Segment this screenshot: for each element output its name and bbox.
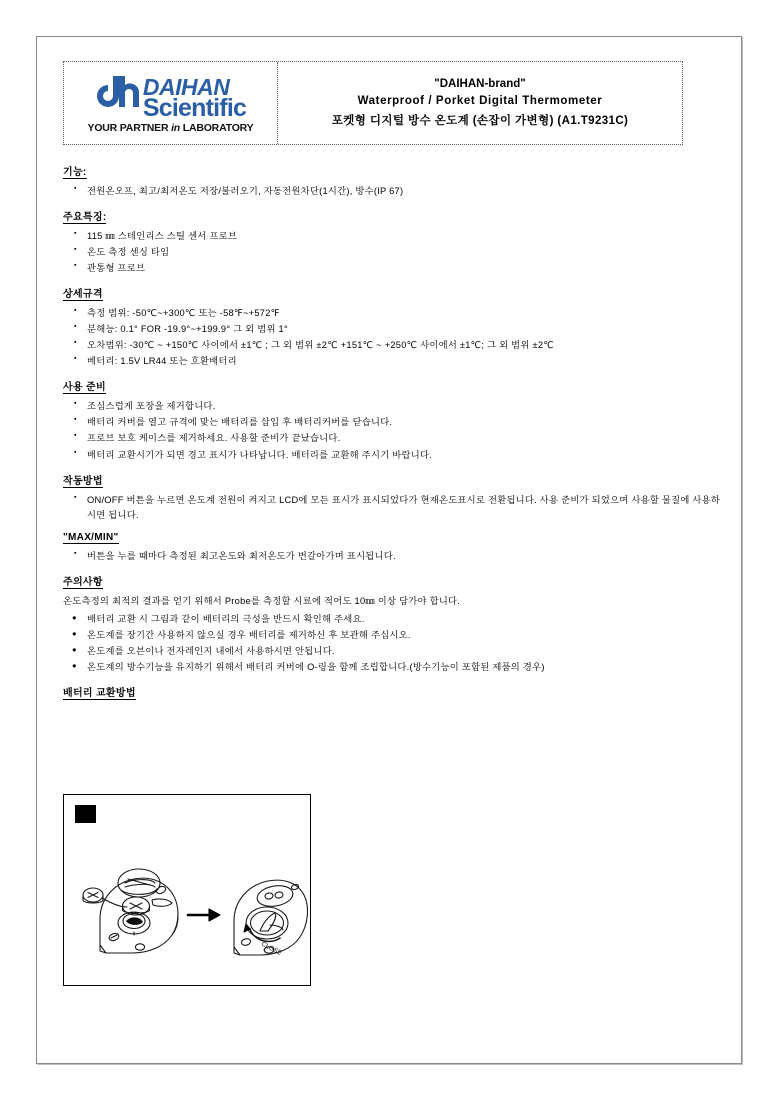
list-item: ▪ 프로브 보호 케이스를 제거하세요. 사용할 준비가 끝났습니다. [87,431,723,446]
section-heading: 배터리 교환방법 [63,684,136,700]
battery-replacement-illustration [64,795,311,986]
section-features [63,163,723,199]
document-header [63,61,683,145]
section-heading: 작동방법 [63,472,103,488]
logo-cell [64,62,278,144]
section-preparation [63,378,723,462]
list-item: ▪ 전원온오프, 최고/최저온도 저장/불러오기, 자동전원차단(1시간), 방수(IP 67) [87,184,723,199]
logo-wordmark [142,74,247,122]
close-label: CLOSE [260,940,283,958]
caution-list [63,612,723,675]
logo-word-daihan: DAIHAN [142,74,230,101]
product-title-en: Waterproof / Porket Digital Thermometer [357,95,603,107]
tagline-part-2: LABORATORY [182,121,254,134]
operation-list [63,493,723,523]
feature-list [63,184,723,199]
list-item: ▪ 관통형 프로브 [87,261,723,276]
logo-word-scientific: Scientific [142,93,247,122]
list-item: ▪ 버튼을 누를 때마다 측정된 최고온도와 최저온도가 번갈아가며 표시됩니다. [87,549,723,564]
list-item: ▪ 온도 측정 센싱 타임 [87,245,723,260]
list-item: ▪ 분해능: 0.1° FOR -19.9°~+199.9° 그 외 범위 1° [87,322,723,337]
list-item: ▪ 오차범위: -30℃ ~ +150℃ 사이에서 ±1℃ ; 그 외 범위 ±2℃ +151℃ ~ +250℃ 사이에서 ±1℃; 그 외 범위 ±2℃ [87,338,723,353]
list-item: ● 온도계를 장기간 사용하지 않으실 경우 배터리를 제거하신 후 보관해 주십시오. [87,628,723,643]
document-body [63,163,723,714]
list-item: ● 온도계를 오븐이나 전자레인지 내에서 사용하시면 안됩니다. [87,644,723,659]
list-item: ● 온도계의 방수기능을 유지하기 위해서 배터리 커버에 O-링을 함께 조립합니다.(방수기능이 포함된 제품의 경우) [87,660,723,675]
list-item: ▪ 배터리 교환시기가 되면 경고 표시가 나타납니다. 배터리를 교환해 주시기 바랍니다. [87,448,723,463]
preparation-list [63,399,723,462]
list-item: ▪ 베터리: 1.5V LR44 또는 호환배터리 [87,354,723,369]
section-heading: 주요특징: [63,208,106,224]
list-item: ▪ 조심스럽게 포장을 제거합니다. [87,399,723,414]
section-heading: "MAX/MIN" [63,531,119,543]
company-logo [70,74,271,120]
tagline-in: in [171,121,181,134]
caution-intro: 온도측정의 최적의 결과를 얻기 위해서 Probe를 측정할 시료에 적어도 10㎜ 이상 담가야 합니다. [63,595,461,606]
title-cell [278,62,682,144]
list-item: ▪ ON/OFF 버튼을 누르면 온도계 전원이 켜지고 LCD에 모든 표시가 표시되었다가 현재온도표시로 전환됩니다. 사용 준비가 되었으며 사용할 물질에 사용하시면 됩니다. [87,493,723,523]
list-item: ▪ 측정 범위: -50℃~+300℃ 또는 -58℉~+572℉ [87,306,723,321]
tagline-part-1: YOUR PARTNER [87,121,169,134]
section-heading: 상세규격 [63,285,103,301]
section-heading: 사용 준비 [63,378,106,394]
product-title-ko: 포켓형 디지털 방수 온도계 (손잡이 가변형) (A1.T9231C) [331,115,629,127]
section-heading: 기능: [63,163,87,179]
section-battery-replacement [63,684,723,705]
brand-quote: "DAIHAN-brand" [434,78,526,90]
section-highlights [63,208,723,276]
section-maxmin [63,532,723,564]
document-page [36,36,742,1064]
section-specifications [63,285,723,369]
section-caution [63,573,723,675]
logo-tagline [88,122,254,134]
list-item: ● 배터리 교환 시 그림과 같이 배터리의 극성을 반드시 확인해 주세요. [87,612,723,627]
battery-replacement-figure [63,794,311,986]
maxmin-list [63,549,723,564]
highlight-list [63,229,723,276]
dh-monogram-icon [95,74,139,119]
page-inner [37,37,741,1063]
list-item: ▪ 115 ㎜ 스테인리스 스틸 센서 프로브 [87,229,723,244]
section-operation [63,472,723,523]
list-item: ▪ 배터리 커버를 열고 규격에 맞는 배터리를 삽입 후 배터리커버를 닫습니다. [87,415,723,430]
specification-list [63,306,723,369]
section-heading: 주의사항 [63,573,103,589]
